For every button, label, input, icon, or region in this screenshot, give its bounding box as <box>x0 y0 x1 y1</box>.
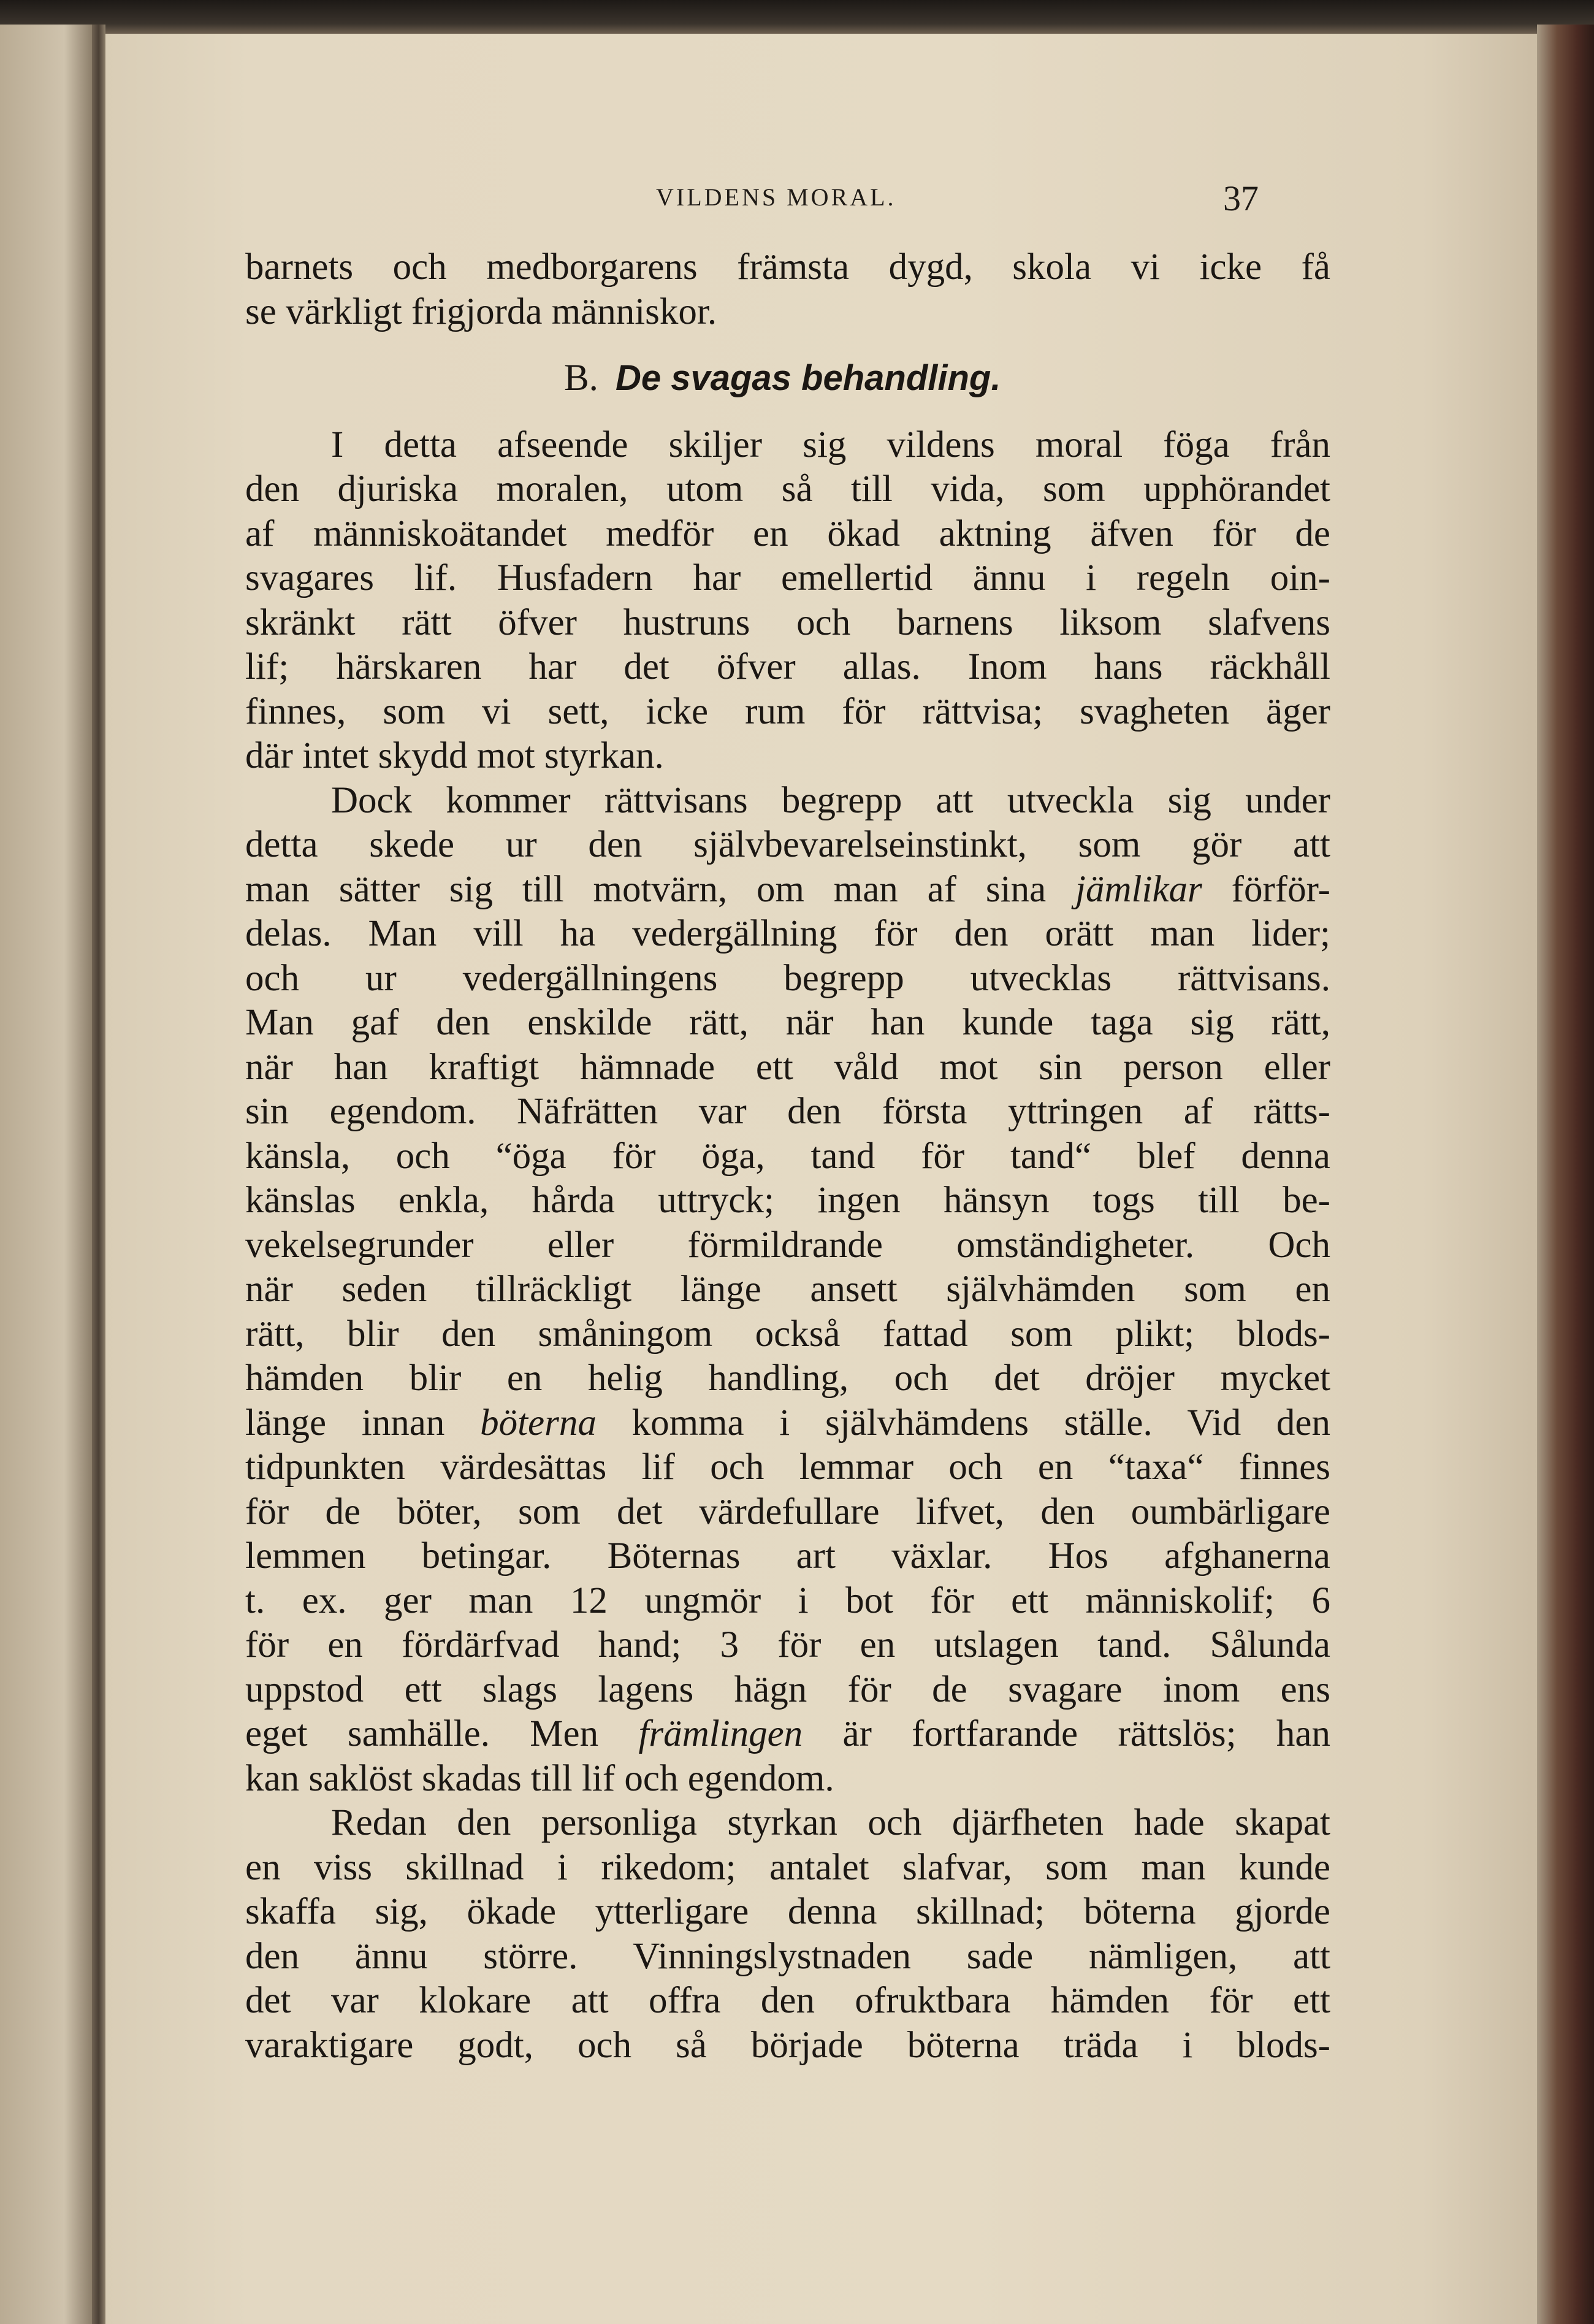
text-line: kan saklöst skadas till lif och egendom. <box>245 1757 834 1799</box>
text-line: en viss skillnad i rikedom; antalet slafvar, som man kunde <box>245 1846 1330 1888</box>
running-head-title: VILDENS MORAL. <box>656 183 896 211</box>
page-number: 37 <box>1223 178 1259 218</box>
text-run: förför- <box>1202 868 1330 910</box>
text-line: af människoätandet medför en ökad aktning äfven för de <box>245 513 1330 554</box>
body-text <box>245 245 1330 2068</box>
text-run: länge innan <box>245 1402 481 1443</box>
emphasis-boterna: böterna <box>480 1402 597 1443</box>
text-run: är fortfarande rättslös; han <box>803 1713 1331 1754</box>
text-line: skaffa sig, ökade ytterligare denna skillnad; böterna gjorde <box>245 1891 1330 1932</box>
text-line: rätt, blir den småningom också fattad som plikt; blods- <box>245 1313 1330 1355</box>
text-line: Dock kommer rättvisans begrepp att utveckla sig under <box>331 779 1330 821</box>
scan-top-border <box>0 0 1594 34</box>
text-line: lemmen betingar. Böternas art växlar. Hos afghanerna <box>245 1535 1330 1577</box>
section-heading <box>245 356 1330 401</box>
text-line: och ur vedergällningens begrepp utvecklas rättvisans. <box>245 957 1330 999</box>
text-line: när seden tillräckligt länge ansett självhämden som en <box>245 1269 1330 1310</box>
text-line: känsla, och “öga för öga, tand för tand“ blef denna <box>245 1135 1330 1177</box>
text-line: Redan den personliga styrkan och djärfheten hade skapat <box>331 1802 1330 1843</box>
text-run: man sätter sig till motvärn, om man af sina <box>245 868 1076 910</box>
text-line: tidpunkten värdesättas lif och lemmar och en “taxa“ finnes <box>245 1447 1330 1488</box>
text-line: där intet skydd mot styrkan. <box>245 735 664 776</box>
text-line: känslas enkla, hårda uttryck; ingen hänsyn togs till be- <box>245 1180 1330 1221</box>
text-line: hämden blir en helig handling, och det dröjer mycket <box>245 1358 1330 1399</box>
text-line: I detta afseende skiljer sig vildens moral föga från <box>331 424 1330 465</box>
section-heading-label: B. <box>564 357 598 399</box>
text-line <box>245 1712 1330 1757</box>
book-cover-edge <box>1537 25 1594 2324</box>
text-line <box>245 1401 1330 1446</box>
text-line: barnets och medborgarens främsta dygd, skola vi icke få <box>245 247 1330 288</box>
text-line <box>245 868 1330 912</box>
text-line: finnes, som vi sett, icke rum för rättvisa; svagheten äger <box>245 690 1330 732</box>
text-run: eget samhälle. Men <box>245 1713 639 1754</box>
emphasis-framlingen: främlingen <box>638 1713 803 1754</box>
emphasis-jamlikar: jämlikar <box>1075 868 1202 910</box>
text-line: den djuriska moralen, utom så till vida, som upphörandet <box>245 468 1330 510</box>
text-line: detta skede ur den självbevarelseinstinkt, som gör att <box>245 824 1330 865</box>
text-run: komma i självhämdens ställe. Vid den <box>596 1402 1330 1443</box>
text-line: skränkt rätt öfver hustruns och barnens liksom slafvens <box>245 602 1330 643</box>
section-heading-title: De svagas behandling. <box>615 358 1001 398</box>
facing-page-edge <box>0 25 92 2324</box>
text-line: för en fördärfvad hand; 3 för en utslagen tand. Sålunda <box>245 1624 1330 1665</box>
text-line: lif; härskaren har det öfver allas. Inom hans räckhåll <box>245 646 1330 687</box>
text-line: Man gaf den enskilde rätt, när han kunde taga sig rätt, <box>245 1002 1330 1043</box>
text-line: svagares lif. Husfadern har emellertid ännu i regeln oin- <box>245 557 1330 598</box>
text-line: varaktigare godt, och så började böterna träda i blods- <box>245 2024 1330 2066</box>
text-line: uppstod ett slags lagens hägn för de svagare inom ens <box>245 1668 1330 1710</box>
text-line: för de böter, som det värdefullare lifvet, den oumbärligare <box>245 1491 1330 1532</box>
text-line: det var klokare att offra den ofruktbara hämden för ett <box>245 1980 1330 2021</box>
text-line: när han kraftigt hämnade ett våld mot sin person eller <box>245 1046 1330 1088</box>
text-line: delas. Man vill ha vedergällning för den orätt man lider; <box>245 913 1330 954</box>
text-line: den ännu större. Vinningslystnaden sade nämligen, att <box>245 1935 1330 1977</box>
text-line: sin egendom. Näfrätten var den första yttringen af rätts- <box>245 1091 1330 1132</box>
book-gutter <box>92 25 105 2324</box>
text-line: vekelsegrunder eller förmildrande omständigheter. Och <box>245 1224 1330 1266</box>
text-line: t. ex. ger man 12 ungmör i bot för ett människolif; 6 <box>245 1580 1330 1621</box>
running-head <box>233 178 1275 221</box>
text-line: se värkligt frigjorda människor. <box>245 291 717 332</box>
